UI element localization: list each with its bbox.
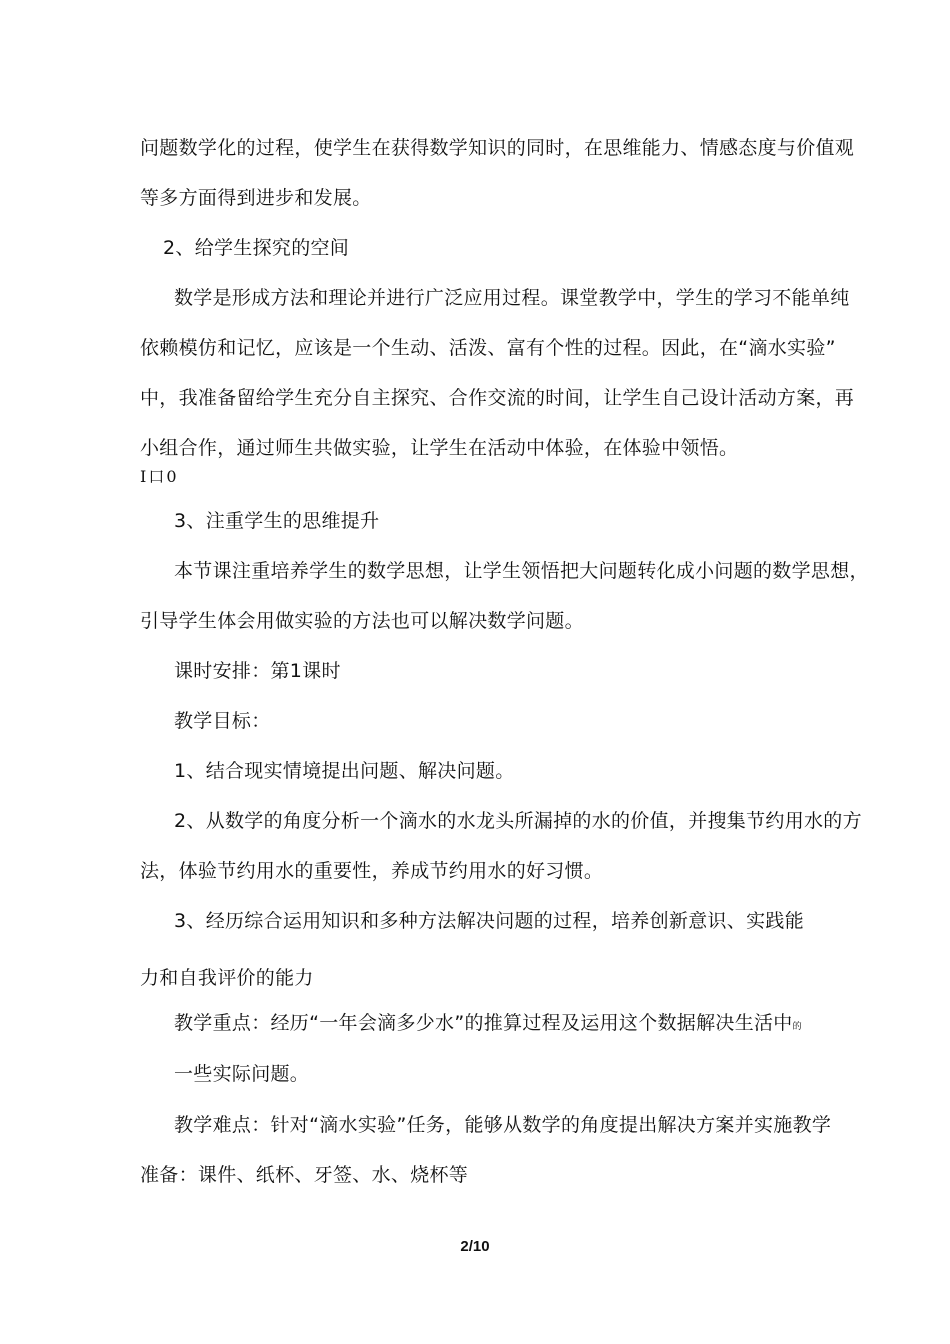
paragraph-line: 问题数学化的过程，使学生在获得数学知识的同时，在思维能力、情感态度与价值观 bbox=[140, 137, 855, 159]
paragraph-line: 一些实际问题。 bbox=[174, 1063, 310, 1085]
section-heading: 3、注重学生的思维提升 bbox=[174, 510, 380, 532]
paragraph-line: 小组合作，通过师生共做实验，让学生在活动中体验，在体验中领悟。 bbox=[140, 437, 739, 459]
section-heading: 2、给学生探究的空间 bbox=[163, 237, 350, 259]
page-number: 2/10 bbox=[460, 1238, 490, 1255]
objective-item: 3、经历综合运用知识和多种方法解决问题的过程，培养创新意识、实践能 bbox=[174, 910, 804, 932]
key-points bbox=[174, 1011, 802, 1039]
paragraph-line: 法，体验节约用水的重要性，养成节约用水的好习惯。 bbox=[140, 860, 604, 882]
lesson-schedule: 课时安排：第1课时 bbox=[174, 660, 341, 682]
paragraph-line: 引导学生体会用做实验的方法也可以解决数学问题。 bbox=[140, 610, 584, 632]
paragraph-line: 依赖模仿和记忆，应该是一个生动、活泼、富有个性的过程。因此，在“滴水实验” bbox=[140, 337, 836, 359]
objective-item: 2、从数学的角度分析一个滴水的水龙头所漏掉的水的价值，并搜集节约用水的方 bbox=[174, 810, 862, 832]
key-points-suffix: 的 bbox=[792, 1022, 802, 1032]
paragraph-line: 本节课注重培养学生的数学思想，让学生领悟把大问题转化成小问题的数学思想， bbox=[174, 560, 869, 582]
preparation: 准备：课件、纸杯、牙签、水、烧杯等 bbox=[140, 1164, 469, 1186]
objective-item: 1、结合现实情境提出问题、解决问题。 bbox=[174, 760, 515, 782]
paragraph-line: 中，我准备留给学生充分自主探究、合作交流的时间，让学生自己设计活动方案，再 bbox=[140, 387, 855, 409]
paragraph-line: 力和自我评价的能力 bbox=[140, 967, 314, 989]
difficult-points: 教学难点：针对“滴水实验”任务，能够从数学的角度提出解决方案并实施教学 bbox=[174, 1114, 832, 1136]
objectives-heading: 教学目标： bbox=[174, 710, 271, 732]
paragraph-line: 数学是形成方法和理论并进行广泛应用过程。课堂教学中，学生的学习不能单纯 bbox=[174, 287, 850, 309]
key-points-text: 教学重点：经历“一年会滴多少水”的推算过程及运用这个数据解决生活中 bbox=[174, 1012, 793, 1034]
stray-marks: I口0 bbox=[140, 467, 179, 486]
paragraph-line: 等多方面得到进步和发展。 bbox=[140, 187, 372, 209]
